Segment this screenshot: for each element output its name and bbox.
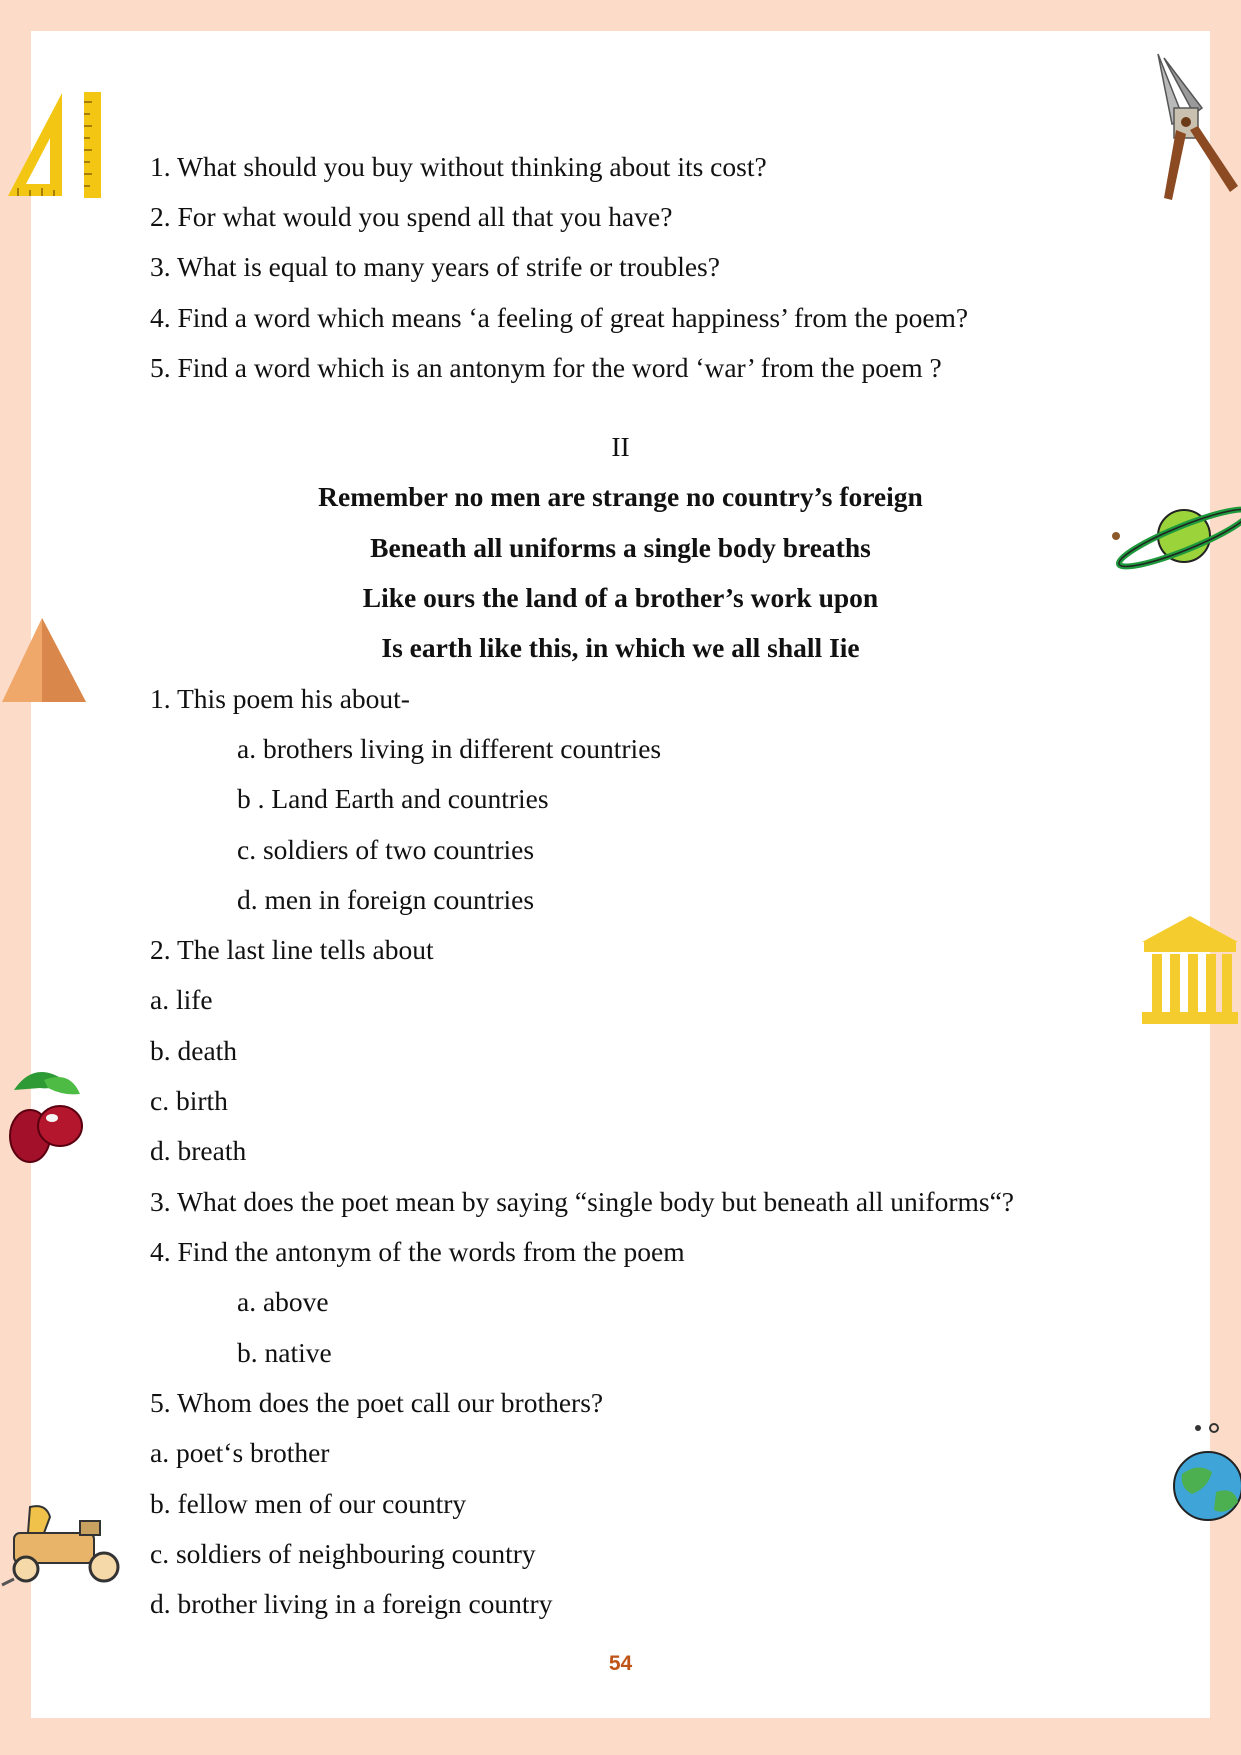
mcq-2-option-c: c. birth: [150, 1085, 228, 1116]
stanza-line-4: Is earth like this, in which we all shall Iie: [381, 632, 860, 663]
section-numeral: II: [611, 431, 630, 462]
mcq-2-option-d: d. breath: [150, 1135, 247, 1166]
mcq-1-option-a: a. brothers living in different countries: [237, 733, 662, 764]
mcq-1-option-c: c. soldiers of two countries: [237, 834, 535, 865]
mcq-2-question: 2. The last line tells about: [150, 934, 434, 965]
ruler-icon: [4, 88, 104, 203]
page-number: 54: [608, 1652, 633, 1675]
temple-icon: [1140, 912, 1241, 1030]
question-5: 5. Find a word which is an antonym for the word ‘war’ from the poem ?: [150, 352, 942, 383]
stanza-line-1: Remember no men are strange no country’s foreign: [318, 481, 923, 512]
cherries-icon: [4, 1060, 88, 1168]
antonym-word-b: b. native: [237, 1337, 332, 1368]
mcq-2-option-a: a. life: [150, 984, 213, 1015]
mcq-1-option-b: b . Land Earth and countries: [237, 783, 549, 814]
question-4: 4. Find a word which means ‘a feeling of great happiness’ from the poem?: [150, 302, 969, 333]
mcq-5-option-b: b. fellow men of our country: [150, 1488, 467, 1519]
mcq-5-option-a: a. poet‘s brother: [150, 1437, 330, 1468]
mcq-5-question: 5. Whom does the poet call our brothers?: [150, 1387, 604, 1418]
stanza-line-2: Beneath all uniforms a single body breaths: [370, 532, 871, 563]
question-1: 1. What should you buy without thinking about its cost?: [150, 151, 767, 182]
cart-icon: [0, 1503, 124, 1593]
mcq-2-option-b: b. death: [150, 1035, 238, 1066]
stanza-line-3: Like ours the land of a brother’s work upon: [362, 582, 879, 613]
globe-icon: [1168, 1422, 1241, 1524]
mcq-1-question: 1. This poem his about-: [150, 683, 410, 714]
shears-icon: [1150, 50, 1241, 205]
question-4-antonym: 4. Find the antonym of the words from the poem: [150, 1236, 685, 1267]
mcq-5-option-c: c. soldiers of neighbouring country: [150, 1538, 536, 1569]
question-2: 2. For what would you spend all that you have?: [150, 201, 673, 232]
question-3: 3. What is equal to many years of strife or troubles?: [150, 251, 720, 282]
mcq-5-option-d: d. brother living in a foreign country: [150, 1588, 553, 1619]
planet-icon: [1110, 500, 1241, 570]
pyramid-icon: [0, 616, 88, 706]
mcq-1-option-d: d. men in foreign countries: [237, 884, 535, 915]
antonym-word-a: a. above: [237, 1286, 329, 1317]
question-3-poet-meaning: 3. What does the poet mean by saying “single body but beneath all uniforms“?: [150, 1186, 1014, 1217]
